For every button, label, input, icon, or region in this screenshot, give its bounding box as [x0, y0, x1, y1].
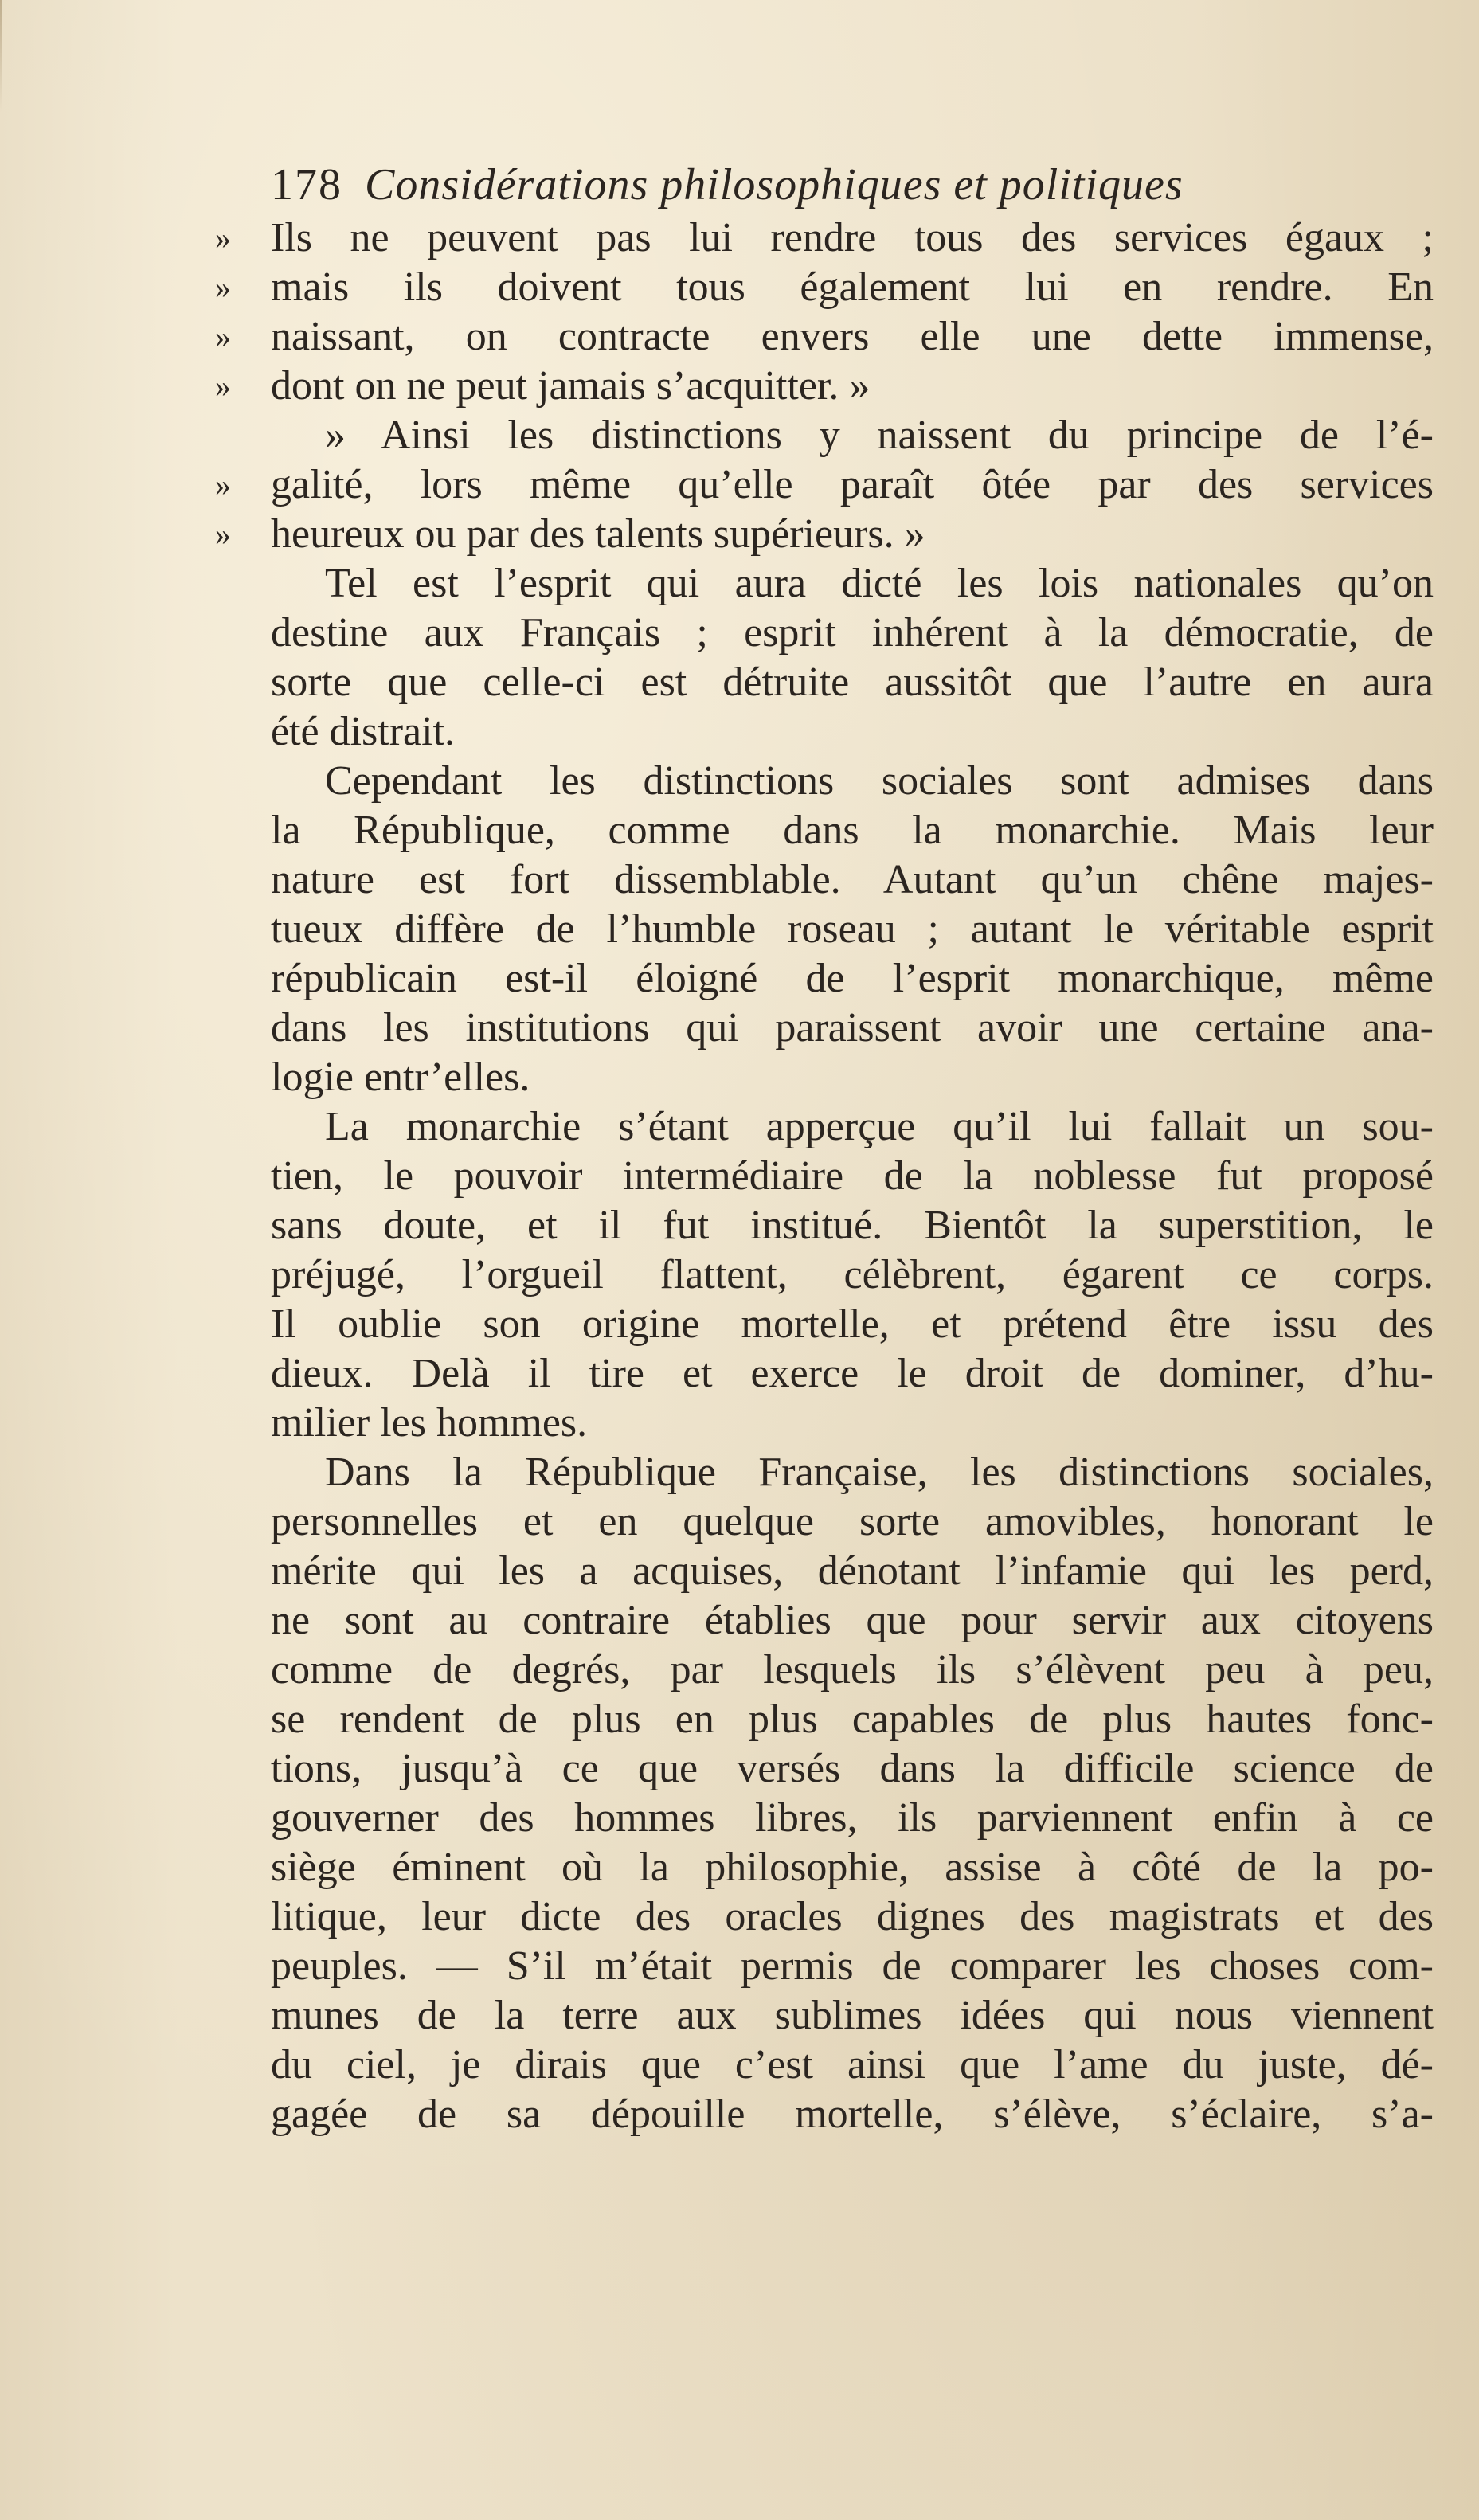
line-text: sorte que celle-ci est détruite aussitôt que l’autre en aura: [271, 659, 1434, 705]
text-line: [271, 1152, 1434, 1201]
text-line: [271, 1942, 1434, 1991]
line-text: du ciel, je dirais que c’est ainsi que l’ame du juste, dé-: [271, 2042, 1434, 2088]
line-text: Cependant les distinctions sociales sont admises dans: [325, 758, 1434, 804]
text-line: [271, 559, 1434, 608]
page-number: 178: [271, 160, 342, 209]
line-text: dans les institutions qui paraissent avoir une certaine ana-: [271, 1005, 1434, 1051]
text-line: [215, 510, 1434, 559]
line-text: litique, leur dicte des oracles dignes des magistrats et des: [271, 1894, 1434, 1939]
line-text: » Ainsi les distinctions y naissent du principe de l’é-: [325, 413, 1434, 458]
text-line: [271, 1991, 1434, 2041]
text-line: [215, 263, 1434, 312]
text-line: [271, 1349, 1434, 1399]
text-line: [271, 608, 1434, 658]
quote-mark: »: [215, 220, 231, 256]
line-text: milier les hommes.: [271, 1400, 588, 1446]
line-text: destine aux Français ; esprit inhérent à la démocratie, de: [271, 610, 1434, 655]
line-text: tueux diffère de l’humble roseau ; autant le véritable esprit: [271, 906, 1434, 952]
text-line: [271, 2041, 1434, 2090]
quote-mark: »: [215, 368, 231, 404]
line-text: préjugé, l’orgueil flattent, célèbrent, égarent ce corps.: [271, 1252, 1434, 1297]
text-line: [271, 1892, 1434, 1942]
line-text: munes de la terre aux sublimes idées qui nous viennent: [271, 1993, 1434, 2038]
quote-mark: »: [215, 467, 231, 503]
text-line: [271, 1744, 1434, 1794]
line-text: La monarchie s’étant apperçue qu’il lui fallait un sou-: [325, 1104, 1434, 1149]
text-line: [271, 1843, 1434, 1892]
line-text: nature est fort dissemblable. Autant qu’un chêne majes-: [271, 857, 1434, 902]
line-text: Il oublie son origine mortelle, et prétend être issu des: [271, 1301, 1434, 1347]
line-text: sans doute, et il fut institué. Bientôt la superstition, le: [271, 1203, 1434, 1248]
text-line: [271, 1794, 1434, 1843]
text-line: [215, 312, 1434, 362]
line-text: Tel est l’esprit qui aura dicté les lois nationales qu’on: [325, 561, 1434, 606]
line-text: dieux. Delà il tire et exerce le droit de dominer, d’hu-: [271, 1351, 1434, 1396]
running-title: Considérations philosophiques et politiques: [365, 160, 1184, 209]
text-line: [271, 1399, 1434, 1448]
text-line: [271, 1004, 1434, 1053]
text-line: [271, 1695, 1434, 1744]
quote-mark: »: [215, 269, 231, 305]
text-line: [271, 1250, 1434, 1300]
text-line: [215, 362, 1434, 411]
line-text: gagée de sa dépouille mortelle, s’élève, s’éclaire, s’a-: [271, 2092, 1434, 2137]
line-text: tien, le pouvoir intermédiaire de la noblesse fut proposé: [271, 1153, 1434, 1199]
text-line: [271, 411, 1434, 460]
line-text: peuples. — S’il m’était permis de comparer les choses com-: [271, 1943, 1434, 1989]
line-text: dont on ne peut jamais s’acquitter. »: [271, 363, 871, 409]
line-text: républicain est-il éloigné de l’esprit monarchique, même: [271, 956, 1434, 1001]
text-line: [271, 905, 1434, 954]
line-text: logie entr’elles.: [271, 1055, 530, 1100]
line-text: mais ils doivent tous également lui en rendre. En: [271, 264, 1434, 310]
text-line: [271, 1497, 1434, 1547]
text-line: [215, 213, 1434, 263]
quote-mark: »: [215, 319, 231, 354]
line-text: ne sont au contraire établies que pour servir aux citoyens: [271, 1598, 1434, 1643]
line-text: siège éminent où la philosophie, assise à côté de la po-: [271, 1845, 1434, 1890]
page-header: [271, 159, 1184, 210]
text-line: [271, 1448, 1434, 1497]
text-line: [271, 1596, 1434, 1645]
line-text: heureux ou par des talents supérieurs. »: [271, 511, 925, 557]
line-text: gouverner des hommes libres, ils parviennent enfin à ce: [271, 1795, 1434, 1841]
line-text: galité, lors même qu’elle paraît ôtée par des services: [271, 462, 1434, 507]
quote-mark: »: [215, 516, 231, 552]
text-line: [271, 2090, 1434, 2139]
text-line: [215, 460, 1434, 510]
line-text: Dans la République Française, les distinctions sociales,: [325, 1450, 1434, 1495]
text-line: [271, 757, 1434, 806]
line-text: se rendent de plus en plus capables de plus hautes fonc-: [271, 1696, 1434, 1742]
text-line: [271, 1645, 1434, 1695]
text-line: [271, 855, 1434, 905]
line-text: Ils ne peuvent pas lui rendre tous des services égaux ;: [271, 215, 1434, 260]
text-line: [271, 954, 1434, 1004]
line-text: naissant, on contracte envers elle une dette immense,: [271, 314, 1434, 359]
line-text: la République, comme dans la monarchie. Mais leur: [271, 808, 1434, 853]
text-line: [271, 1201, 1434, 1250]
line-text: comme de degrés, par lesquels ils s’élèvent peu à peu,: [271, 1647, 1434, 1692]
line-text: personnelles et en quelque sorte amovibles, honorant le: [271, 1499, 1434, 1544]
text-line: [271, 1102, 1434, 1152]
text-line: [271, 1300, 1434, 1349]
text-line: [271, 658, 1434, 707]
page-edge-mark: [0, 0, 2, 112]
text-line: [271, 1053, 1434, 1102]
text-line: [271, 1547, 1434, 1596]
line-text: tions, jusqu’à ce que versés dans la difficile science de: [271, 1746, 1434, 1791]
line-text: mérite qui les a acquises, dénotant l’infamie qui les perd,: [271, 1548, 1434, 1594]
text-line: [271, 806, 1434, 855]
line-text: été distrait.: [271, 709, 456, 754]
body-text: [215, 213, 1434, 2139]
text-line: [271, 707, 1434, 757]
